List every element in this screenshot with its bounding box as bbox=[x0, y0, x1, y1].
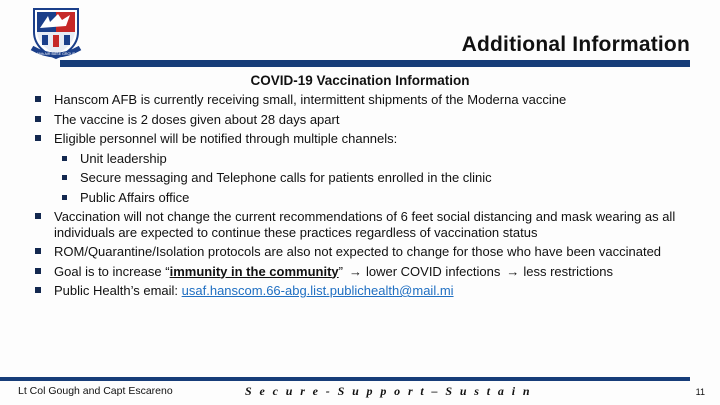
square-bullet-icon bbox=[35, 213, 41, 219]
square-bullet-icon bbox=[62, 195, 67, 200]
right-arrow-icon: → bbox=[506, 263, 520, 279]
right-arrow-icon: → bbox=[348, 263, 362, 279]
unit-shield-logo bbox=[28, 4, 84, 60]
bullet-item bbox=[30, 92, 700, 108]
square-bullet-icon bbox=[35, 268, 41, 274]
sub-bullet-item bbox=[30, 170, 700, 186]
bullet-item bbox=[30, 131, 700, 147]
goal-emphasis: immunity in the community bbox=[169, 263, 339, 279]
bullet-text: Vaccination will not change the current recommendations of 6 feet social distancing and mask wearing as all individuals are expected to continue these practices regardless of vaccination status bbox=[54, 209, 676, 240]
bullet-item bbox=[30, 112, 700, 128]
goal-part2: lower COVID infections bbox=[365, 263, 501, 279]
page-title: Additional Information bbox=[461, 33, 690, 56]
goal-quote-close: ” bbox=[338, 263, 343, 279]
bullet-item bbox=[30, 209, 700, 240]
footer-presenters: Lt Col Gough and Capt Escareno bbox=[18, 385, 173, 397]
public-health-email-link[interactable]: usaf.hanscom.66-abg.list.publichealth@mail.mi bbox=[181, 283, 454, 298]
square-bullet-icon bbox=[35, 116, 41, 122]
email-label: Public Health’s email: bbox=[54, 283, 182, 298]
page-number: 11 bbox=[695, 387, 705, 397]
square-bullet-icon bbox=[62, 175, 67, 180]
sub-bullet-text: Public Affairs office bbox=[80, 189, 190, 205]
bullet-text: Hanscom AFB is currently receiving small, intermittent shipments of the Moderna vaccine bbox=[54, 92, 567, 107]
square-bullet-icon bbox=[62, 156, 67, 161]
sub-bullet-item bbox=[30, 190, 700, 206]
logo-text: 66th AIR BASE GROUP bbox=[36, 52, 76, 56]
goal-prefix: Goal is to increase “ bbox=[54, 263, 170, 279]
header-divider bbox=[60, 60, 690, 67]
square-bullet-icon bbox=[35, 287, 41, 293]
bullet-text: The vaccine is 2 doses given about 28 days apart bbox=[54, 111, 340, 127]
sub-bullet-text: Secure messaging and Telephone calls for patients enrolled in the clinic bbox=[80, 170, 492, 185]
slide-subtitle: COVID-19 Vaccination Information bbox=[250, 73, 470, 88]
goal-part3: less restrictions bbox=[523, 263, 613, 279]
bullet-list bbox=[30, 92, 700, 303]
square-bullet-icon bbox=[35, 135, 41, 141]
bullet-item bbox=[30, 244, 700, 260]
bullet-item-goal bbox=[30, 264, 700, 280]
square-bullet-icon bbox=[35, 96, 41, 102]
bullet-text: Eligible personnel will be notified through multiple channels: bbox=[54, 131, 398, 146]
bullet-item-email bbox=[30, 283, 700, 299]
footer-motto: S e c u r e - S u p p o r t – S u s t a i n bbox=[245, 384, 532, 398]
sub-bullet-text: Unit leadership bbox=[80, 150, 167, 166]
square-bullet-icon bbox=[35, 248, 41, 254]
bullet-text: ROM/Quarantine/Isolation protocols are also not expected to change for those who have been vaccinated bbox=[54, 244, 662, 259]
footer-divider bbox=[0, 377, 690, 381]
sub-bullet-item bbox=[30, 151, 700, 167]
